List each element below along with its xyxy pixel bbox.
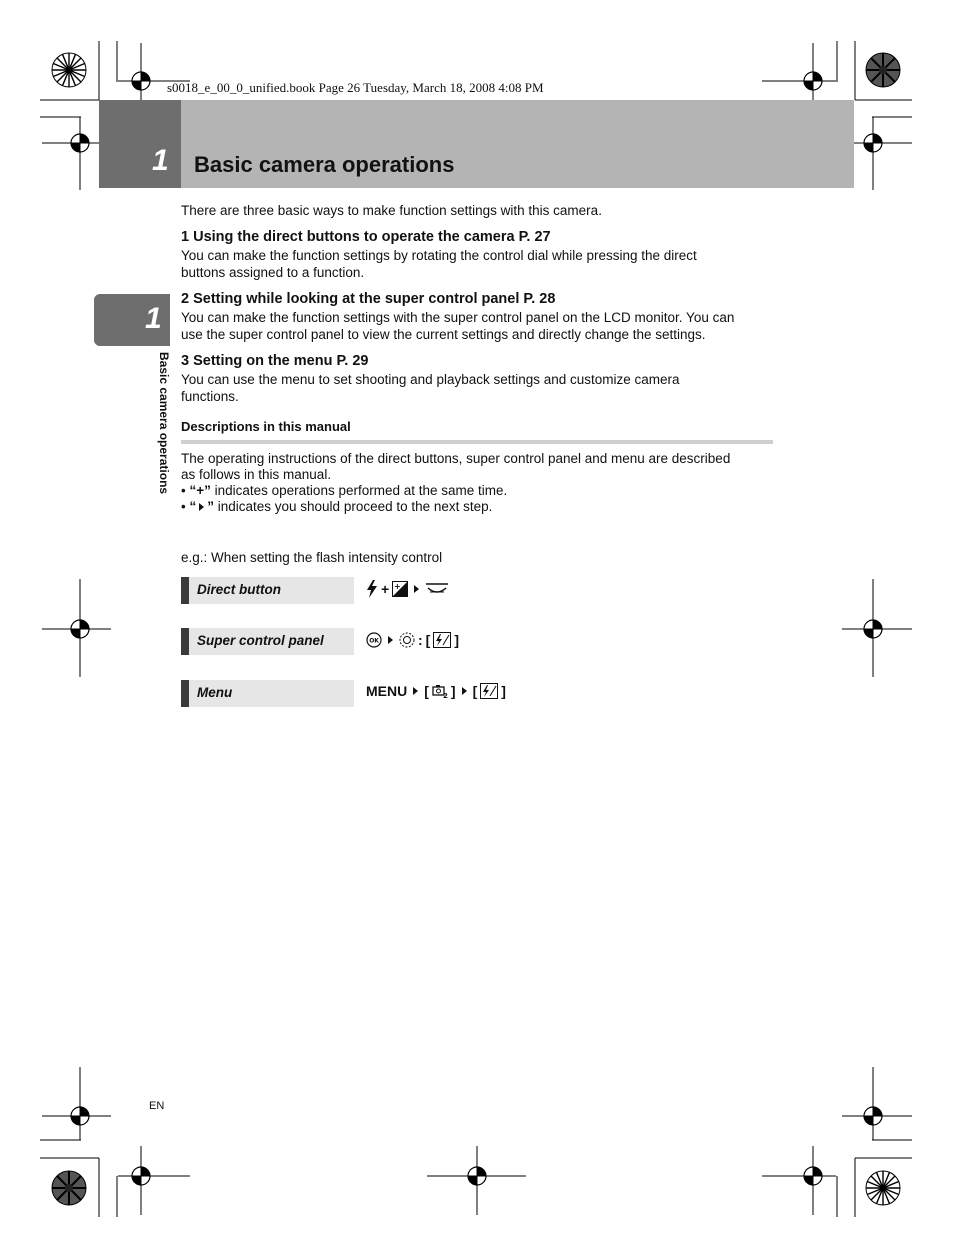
example-intro: e.g.: When setting the flash intensity control: [181, 550, 443, 565]
bracket-close: ]: [501, 683, 506, 699]
camera-menu-2-icon: [432, 683, 448, 699]
bracket-open: [: [424, 683, 429, 699]
example-label-menu: [181, 680, 354, 707]
chapter-number-box: [99, 100, 181, 188]
example-label-direct-text: Direct button: [197, 582, 281, 597]
arrow-right-icon: [199, 503, 204, 511]
ok-button-icon: [366, 632, 382, 648]
bracket-close: ]: [454, 632, 460, 648]
method-3-heading: 3 Setting on the menu P. 29: [181, 353, 369, 369]
method-2-line-2: use the super control panel to view the current settings and directly change the settings.: [181, 327, 706, 342]
side-tab-label: Basic camera operations: [157, 352, 171, 495]
example-label-menu-text: Menu: [197, 685, 233, 700]
exposure-compensation-icon: [392, 581, 408, 597]
control-dial-icon: [425, 582, 449, 596]
side-tab-number: 1: [145, 302, 162, 335]
plus-sign: +: [381, 581, 390, 597]
example-ops-super-control: [366, 632, 459, 648]
bullet-plus-text: indicates operations performed at the same time.: [210, 483, 508, 498]
menu-button-label: MENU: [366, 683, 408, 699]
bullet-plus-mark: “+”: [189, 483, 211, 498]
descriptions-line-2: as follows in this manual.: [181, 467, 332, 482]
chapter-title: Basic camera operations: [194, 152, 455, 177]
bracket-open: [: [472, 683, 478, 699]
bracket-open: [: [425, 632, 431, 648]
intro-text: There are three basic ways to make function settings with this camera.: [181, 203, 602, 218]
arrow-right-icon: [388, 636, 393, 644]
example-label-super-control-text: Super control panel: [197, 633, 324, 648]
bullet-dot: •: [181, 483, 190, 498]
svg-text:+: +: [394, 582, 401, 591]
bullet-same-time: [181, 483, 507, 498]
section-rule: [181, 440, 773, 444]
colon-sign: :: [418, 632, 423, 648]
method-3-line-1: You can use the menu to set shooting and playback settings and customize camera: [181, 372, 680, 387]
method-1-heading: 1 Using the direct buttons to operate the camera P. 27: [181, 229, 551, 245]
method-3-line-2: functions.: [181, 389, 239, 404]
bullet-next-step: [181, 499, 492, 514]
bullet-arrow-text: indicates you should proceed to the next step.: [213, 499, 493, 514]
method-2-line-1: You can make the function settings with the super control panel on the LCD monitor. You can: [181, 310, 735, 325]
method-2-heading: 2 Setting while looking at the super control panel P. 28: [181, 291, 556, 307]
arrow-right-icon: [462, 687, 467, 695]
flash-intensity-icon: [433, 632, 451, 648]
svg-text:OK: OK: [369, 637, 379, 645]
descriptions-line-1: The operating instructions of the direct buttons, super control panel and menu are described: [181, 451, 731, 466]
arrow-pad-icon: [399, 632, 415, 648]
example-label-direct: [181, 577, 354, 604]
arrow-right-icon: [413, 687, 418, 695]
example-ops-menu: [366, 683, 506, 699]
method-1-line-2: buttons assigned to a function.: [181, 265, 365, 280]
running-head: s0018_e_00_0_unified.book Page 26 Tuesday, March 18, 2008 4:08 PM: [167, 80, 544, 95]
language-code: EN: [149, 1100, 165, 1112]
flash-intensity-icon: [480, 683, 498, 699]
bracket-close: ]: [450, 683, 456, 699]
svg-text:2: 2: [442, 692, 448, 699]
descriptions-heading: Descriptions in this manual: [181, 419, 351, 434]
example-ops-direct: [366, 580, 449, 598]
example-label-super-control: [181, 628, 354, 655]
chapter-number: 1: [152, 144, 169, 177]
arrow-right-icon: [414, 585, 419, 593]
bullet-dot: •: [181, 499, 190, 514]
bullet-arrow-mark: “ ”: [189, 499, 214, 514]
flash-icon: [366, 580, 378, 598]
method-1-line-1: You can make the function settings by rotating the control dial while pressing the direct: [181, 248, 697, 263]
